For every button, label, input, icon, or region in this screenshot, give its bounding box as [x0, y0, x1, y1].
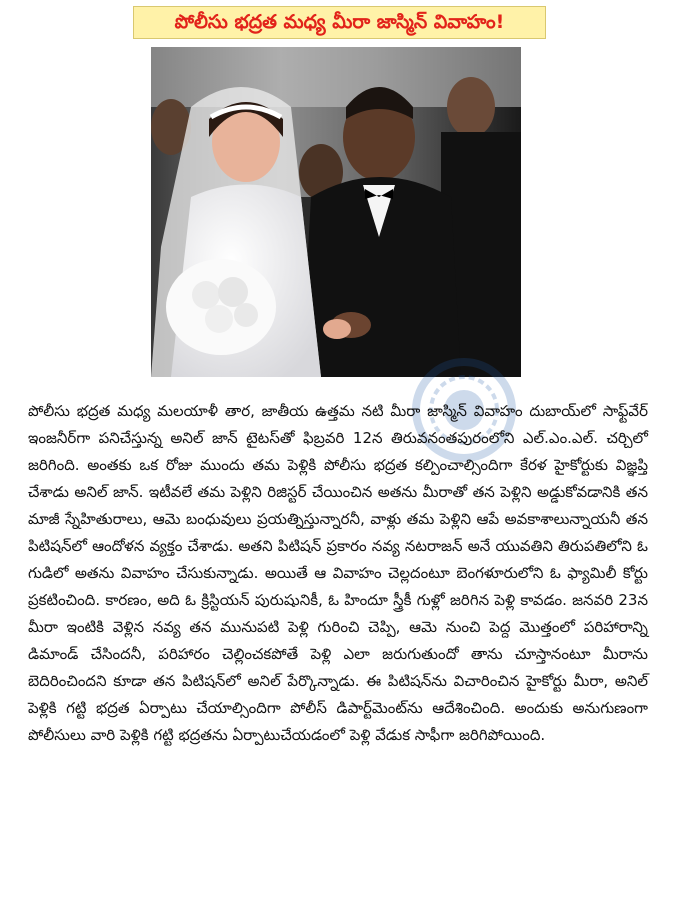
headline: పోలీసు భద్రత మధ్య మీరా జాస్మిన్ వివాహం!	[133, 6, 546, 39]
wedding-photo	[151, 47, 521, 377]
article-body: పోలీసు భద్రత మధ్య మలయాళీ తార, జాతీయ ఉత్తమ నటి మీరా జాస్మిన్ వివాహం దుబాయ్‌లో సాఫ్ట్‌వేర్ ఇంజనీర్‌గా పనిచేస్తున్న అనిల్ జాన్ టైటస్‌తో ఫిబ్రవరి 12న తిరువనంతపురంలోని ఎల్.ఎం.ఎల్. చర్చిలో జరిగింది. అంతకు ఒక రోజు ముందు తమ పెళ్లికి పోలీసు భద్రత కల్పించాల్సిందిగా కేరళ హైకోర్టుకు విజ్ఞప్తి చేశాడు అనిల్ జాన్. ఇటీవలే తమ పెళ్లిని రిజిస్టర్ చేయించిన అతను మీరాతో తన పెళ్లిని అడ్డుకోవడానికి తన మాజీ స్నేహితురాలు, ఆమె బంధువులు ప్రయత్నిస్తున్నారనీ, వాళ్లు తమ పెళ్లిని ఆపే అవకాశాలున్నాయనీ తన పిటిషన్‌లో ఆందోళన వ్యక్తం చేశాడు. అతని పిటిషన్ ప్రకారం నవ్య నటరాజన్ అనే యువతిని తిరుపతిలోని ఓ గుడిలో అతను వివాహం చేసుకున్నాడు. అయితే ఆ వివాహం చెల్లదంటూ బెంగళూరులోని ఓ ఫ్యామిలీ కోర్టు ప్రకటించింది. కారణం, అది ఓ క్రిస్టియన్ పురుషునికీ, ఓ హిందూ స్త్రీకీ గుళ్లో జరిగిన పెళ్లి కావడం. జనవరి 23న మీరా ఇంటికి వెళ్లిన నవ్య తన మునుపటి పెళ్లి గురించి చెప్పి, ఆమె నుంచి పెద్ద మొత్తంలో పరిహారాన్ని డిమాండ్ చేసిందనీ, పరిహారం చెల్లించకపోతే పెళ్లి ఎలా జరుగుతుందో తాను చూస్తానంటూ మీరాను బెదిరించిందని కూడా తన పిటిషన్‌లో అనిల్ పేర్కొన్నాడు. ఈ పిటిషన్‌ను విచారించిన హైకోర్టు మీరా, అనిల్ పెళ్లికి గట్టి భద్రత ఏర్పాటు చేయాల్సిందిగా పోలీస్ డిపార్ట్‌మెంట్‌ను ఆదేశించింది. అందుకు అనుగుణంగా పోలీసులు వారి పెళ్లికి గట్టి భద్రతను ఏర్పాటుచేయడంలో పెళ్లి వేడుక సాఫీగా జరిగిపోయింది.	[28, 402, 648, 744]
